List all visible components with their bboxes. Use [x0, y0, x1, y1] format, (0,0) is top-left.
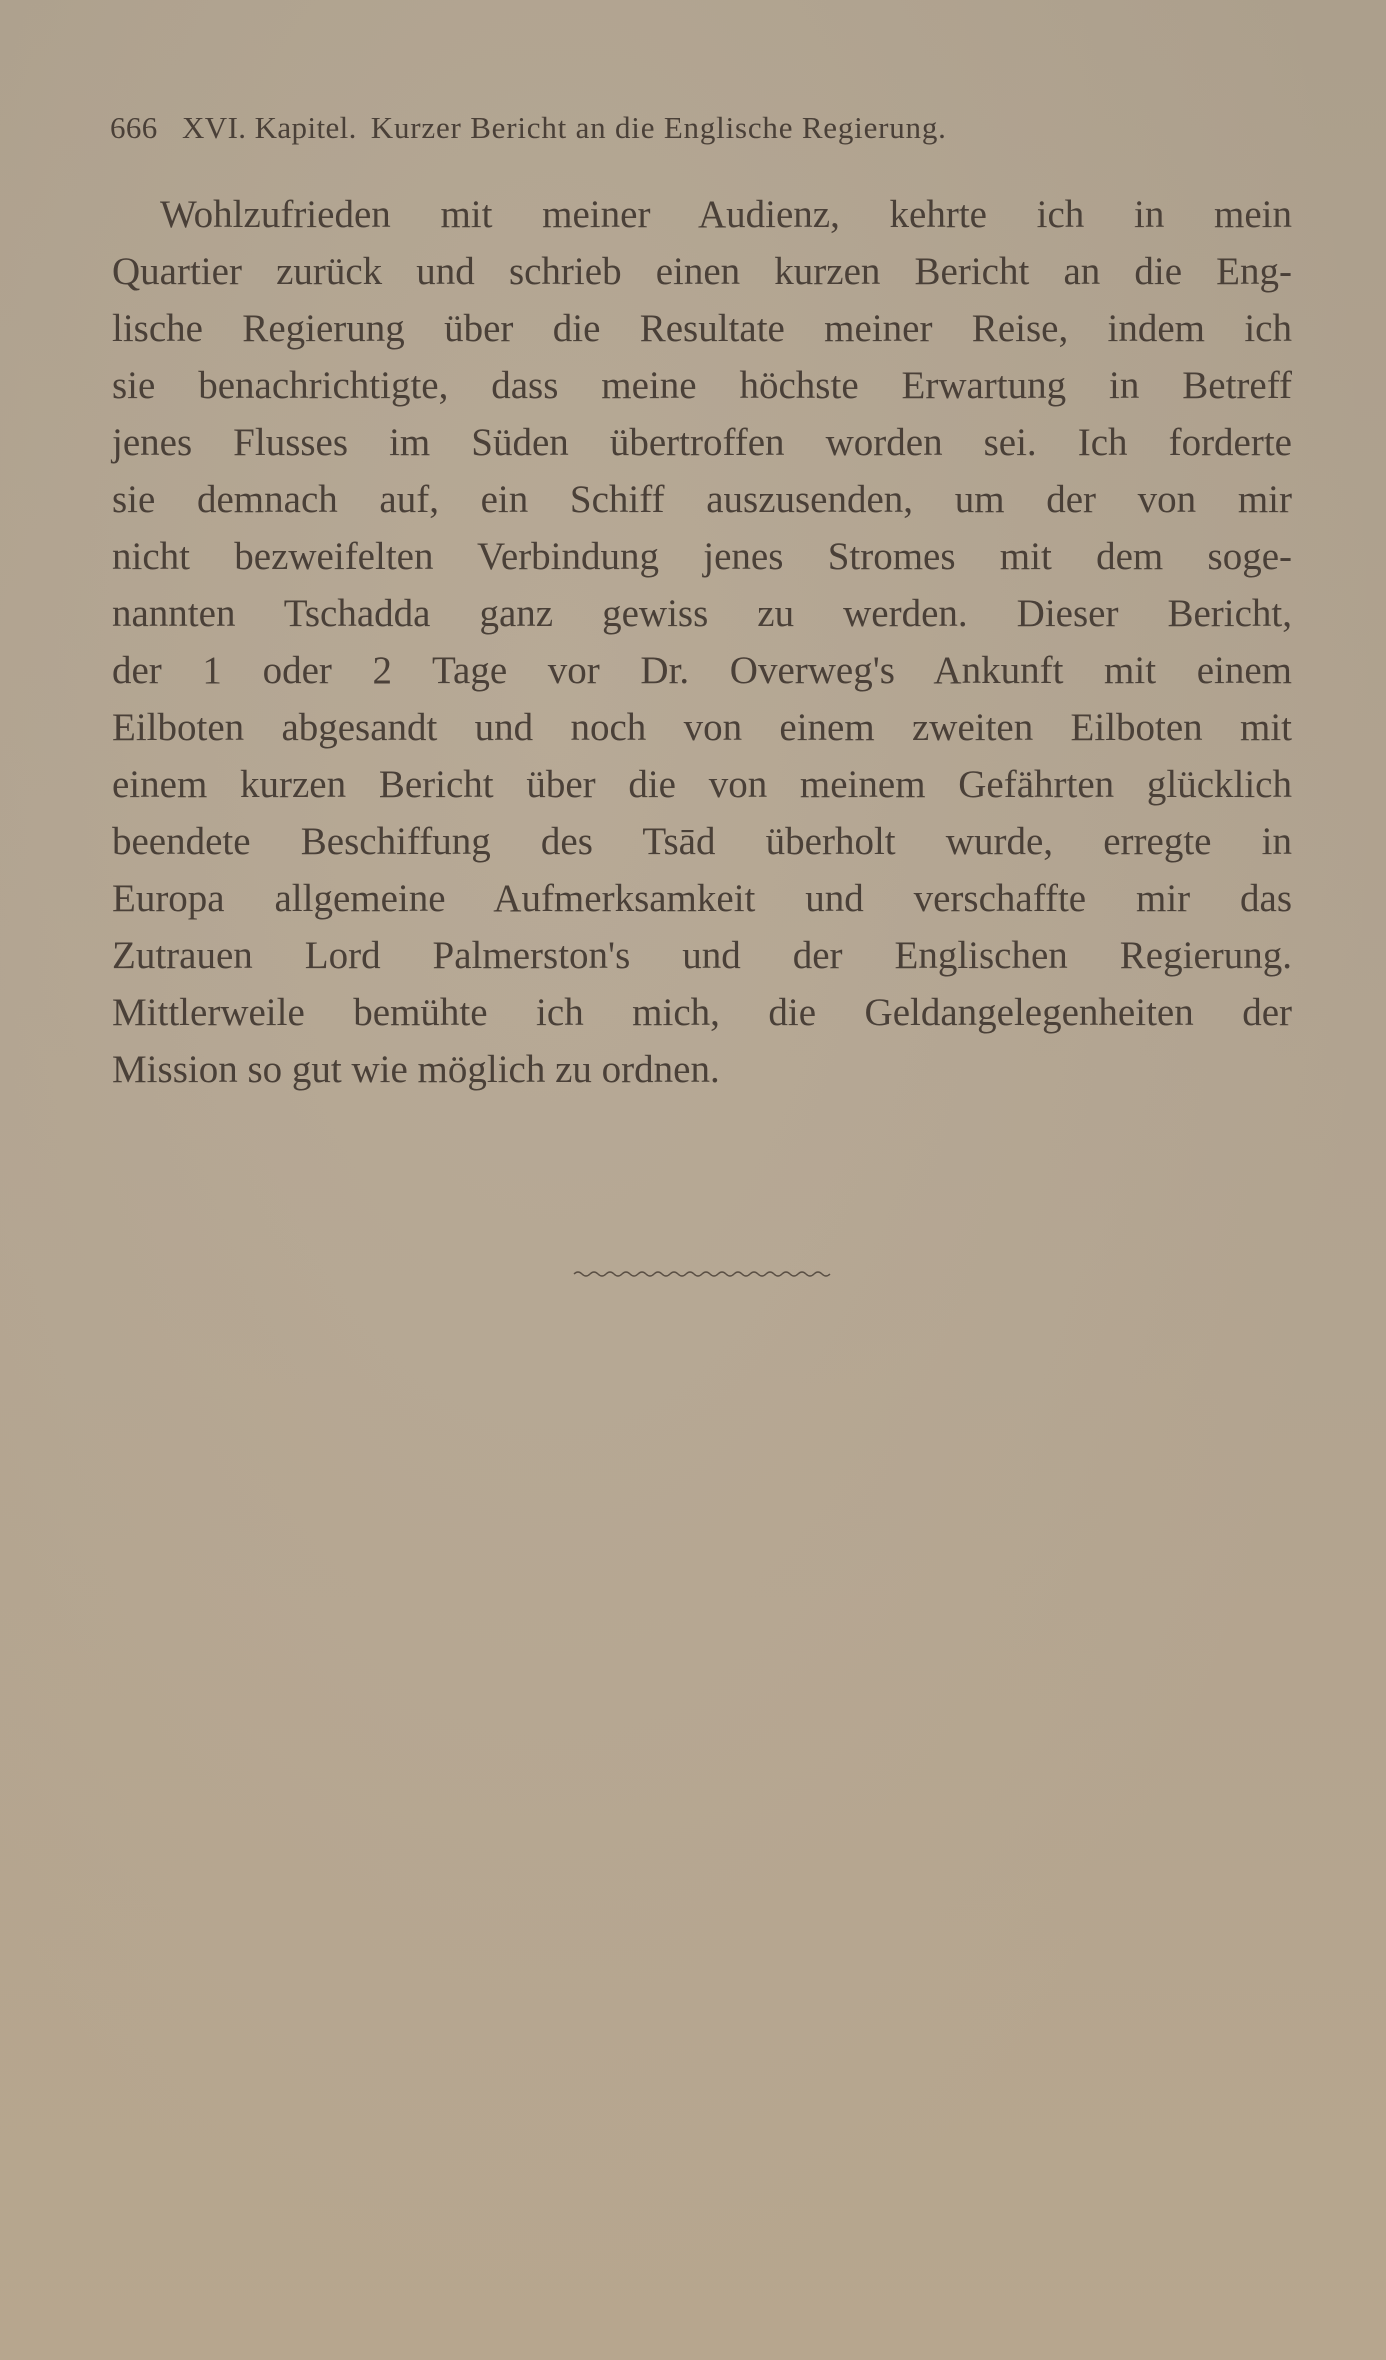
paragraph-line: einem kurzen Bericht über die von meinem Gefährten glücklich [112, 763, 1292, 806]
paragraph-line: nannten Tschadda ganz gewiss zu werden. Dieser Bericht, [112, 592, 1292, 635]
paragraph-line: lische Regierung über die Resultate meiner Reise, indem ich [112, 307, 1292, 350]
paragraph-line: Quartier zurück und schrieb einen kurzen Bericht an die Eng- [112, 250, 1292, 293]
paragraph-line: Eilboten abgesandt und noch von einem zweiten Eilboten mit [112, 706, 1292, 749]
paragraph-line: sie demnach auf, ein Schiff auszusenden, um der von mir [112, 478, 1292, 521]
paragraph-line: Wohlzufrieden mit meiner Audienz, kehrte ich in mein [160, 193, 1292, 236]
paragraph-line: beendete Beschiffung des Tsād überholt wurde, erregte in [112, 820, 1292, 863]
paragraph-line: Europa allgemeine Aufmerksamkeit und verschaffte mir das [112, 877, 1292, 920]
paragraph-line: jenes Flusses im Süden übertroffen worden sei. Ich forderte [112, 421, 1292, 464]
paragraph-line: Mission so gut wie möglich zu ordnen. [112, 1048, 720, 1091]
running-head-title: Kurzer Bericht an die Englische Regierung. [370, 110, 947, 145]
chapter-label: XVI. Kapitel. [182, 110, 357, 145]
paragraph-line: Mittlerweile bemühte ich mich, die Geldangelegenheiten der [112, 991, 1292, 1034]
body-paragraph [112, 186, 1292, 1098]
paragraph-line: sie benachrichtigte, dass meine höchste Erwartung in Betreff [112, 364, 1292, 407]
wavy-rule-icon [572, 1268, 834, 1280]
paragraph-line: nicht bezweifelten Verbindung jenes Stromes mit dem soge- [112, 535, 1292, 578]
paragraph-line: der 1 oder 2 Tage vor Dr. Overweg's Ankunft mit einem [112, 649, 1292, 692]
running-head [110, 108, 1190, 148]
paragraph-line: Zutrauen Lord Palmerston's und der Englischen Regierung. [112, 934, 1292, 977]
page-number: 666 [110, 110, 158, 145]
